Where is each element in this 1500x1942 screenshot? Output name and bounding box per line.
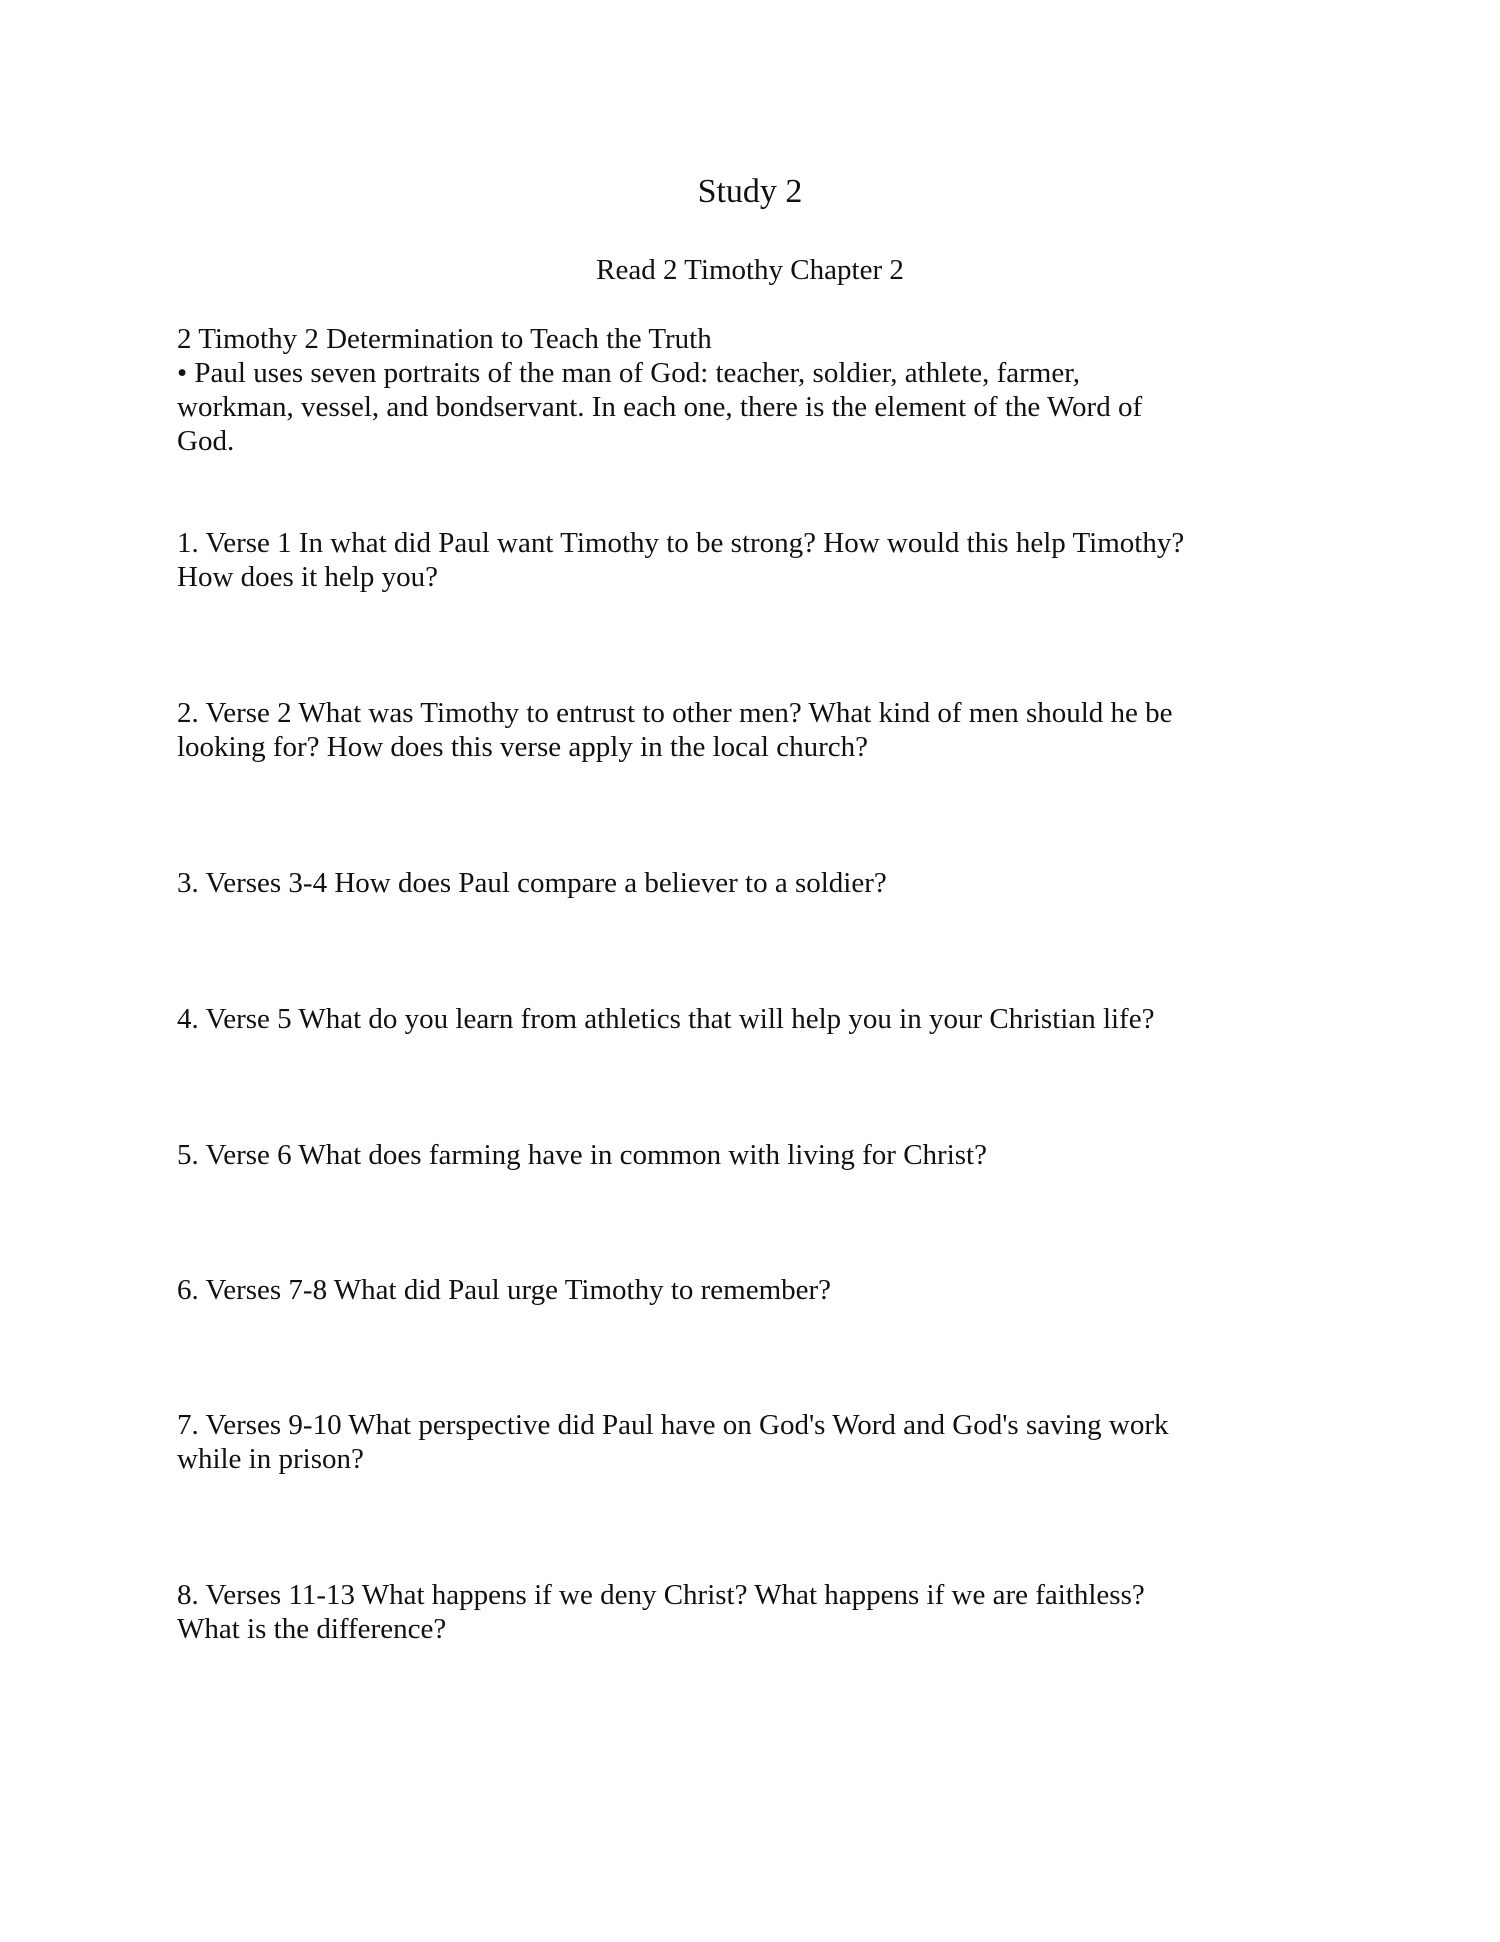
question-1 <box>177 526 1227 594</box>
question-8 <box>177 1578 1227 1646</box>
question-line: while in prison? <box>177 1443 364 1475</box>
question-line: 6. Verses 7-8 What did Paul urge Timothy to remember? <box>177 1274 832 1306</box>
question-line: What is the difference? <box>177 1613 447 1645</box>
question-line: 8. Verses 11-13 What happens if we deny Christ? What happens if we are faithless? <box>177 1579 1145 1611</box>
intro-bullet-line: workman, vessel, and bondservant. In each one, there is the element of the Word of <box>177 391 1143 423</box>
question-7 <box>177 1408 1227 1476</box>
question-line: 2. Verse 2 What was Timothy to entrust to other men? What kind of men should he be <box>177 697 1173 729</box>
question-5 <box>177 1138 1227 1172</box>
question-line: 5. Verse 6 What does farming have in common with living for Christ? <box>177 1139 987 1171</box>
document-title: Study 2 <box>697 173 803 210</box>
question-6 <box>177 1273 1227 1307</box>
question-3 <box>177 866 1227 900</box>
reading-assignment: Read 2 Timothy Chapter 2 <box>596 254 904 286</box>
question-line: How does it help you? <box>177 561 438 593</box>
question-line: 7. Verses 9-10 What perspective did Paul have on God's Word and God's saving work <box>177 1409 1169 1441</box>
intro-bullet-line: God. <box>177 425 235 457</box>
question-line: 3. Verses 3-4 How does Paul compare a believer to a soldier? <box>177 867 887 899</box>
question-line: looking for? How does this verse apply in the local church? <box>177 731 868 763</box>
question-line: 1. Verse 1 In what did Paul want Timothy to be strong? How would this help Timothy? <box>177 527 1185 559</box>
question-4 <box>177 1002 1227 1036</box>
intro-bullet-line: • Paul uses seven portraits of the man of God: teacher, soldier, athlete, farmer, <box>177 357 1080 389</box>
intro-section <box>177 322 1227 458</box>
question-2 <box>177 696 1227 764</box>
question-line: 4. Verse 5 What do you learn from athletics that will help you in your Christian life? <box>177 1003 1155 1035</box>
intro-heading: 2 Timothy 2 Determination to Teach the Truth <box>177 323 712 355</box>
